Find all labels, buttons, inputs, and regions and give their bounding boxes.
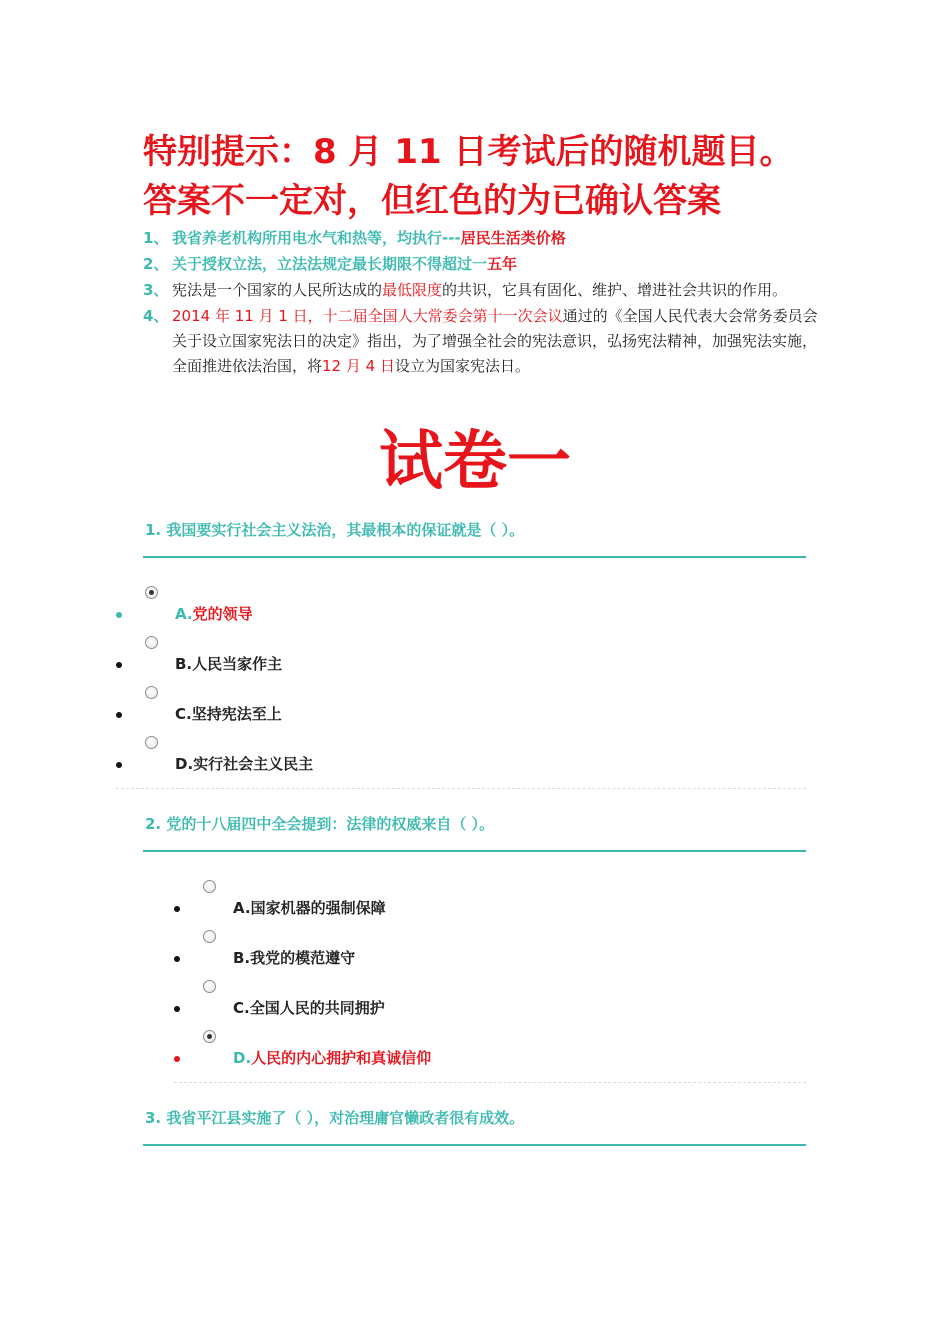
radio-selected-icon[interactable] xyxy=(203,1030,216,1043)
tip-text: 关于授权立法，立法法规定最长期限不得超过一 xyxy=(172,255,488,273)
question-title xyxy=(145,813,494,835)
tip-number: 1、 xyxy=(143,229,169,247)
bullet-icon xyxy=(174,906,180,912)
option-label: D.实行社会主义民主 xyxy=(175,755,314,773)
question-divider xyxy=(143,850,806,852)
bullet-icon xyxy=(116,762,122,768)
question-separator xyxy=(174,1082,806,1083)
question-separator xyxy=(116,788,806,789)
question-number: 1. xyxy=(145,521,162,539)
paper-title: 试卷一 xyxy=(379,424,571,499)
option-label: D.人民的内心拥护和真诚信仰 xyxy=(233,1049,432,1067)
radio-icon[interactable] xyxy=(145,736,158,749)
radio-icon[interactable] xyxy=(145,636,158,649)
tip-text: 通过的《全国人民代表大会常务委员会关于设立国家宪法日的决定》指出，为了增强全社会的宪法意识，弘扬宪法精神，加强宪法实施，全面推进依法治国，将 xyxy=(172,307,818,375)
tip-answer: 12 月 4 日 xyxy=(322,357,395,375)
radio-icon[interactable] xyxy=(145,686,158,699)
tip-item xyxy=(143,226,823,251)
tip-item xyxy=(143,304,823,379)
radio-selected-icon[interactable] xyxy=(145,586,158,599)
bullet-icon xyxy=(174,1006,180,1012)
tip-answer: 五年 xyxy=(487,255,518,273)
option-label: B.人民当家作主 xyxy=(175,655,283,673)
tip-item xyxy=(143,252,823,277)
question-number: 2. xyxy=(145,815,162,833)
bullet-icon xyxy=(116,662,122,668)
question-divider xyxy=(143,556,806,558)
question-number: 3. xyxy=(145,1109,162,1127)
tip-text: 设立为国家宪法日。 xyxy=(394,357,530,375)
option-label: C.坚持宪法至上 xyxy=(175,705,282,723)
tip-answer: 最低限度 xyxy=(382,281,443,299)
bullet-icon xyxy=(116,712,122,718)
bullet-icon xyxy=(116,612,122,618)
tip-number: 3、 xyxy=(143,281,169,299)
option-label: A.党的领导 xyxy=(175,605,253,623)
tip-text: 宪法是一个国家的人民所达成的 xyxy=(172,281,383,299)
tip-answer: 2014 年 11 月 1 日，十二届全国人大常委会第十一次会议 xyxy=(172,307,563,325)
question-divider xyxy=(143,1144,806,1146)
radio-icon[interactable] xyxy=(203,930,216,943)
question-text: 我省平江县实施了（ ），对治理庸官懒政者很有成效。 xyxy=(166,1109,525,1127)
question-title xyxy=(145,519,524,541)
radio-icon[interactable] xyxy=(203,980,216,993)
question-text: 党的十八届四中全会提到：法律的权威来自（ ）。 xyxy=(166,815,495,833)
option-label: A.国家机器的强制保障 xyxy=(233,899,386,917)
question-title xyxy=(145,1107,524,1129)
tip-number: 2、 xyxy=(143,255,169,273)
tip-number: 4、 xyxy=(143,307,169,325)
tip-text: 的共识，它具有固化、维护、增进社会共识的作用。 xyxy=(442,281,788,299)
radio-icon[interactable] xyxy=(203,880,216,893)
bullet-icon xyxy=(174,1056,180,1062)
option-label: B.我党的模范遵守 xyxy=(233,949,356,967)
page-title: 特别提示：8 月 11 日考试后的随机题目。答案不一定对，但红色的为已确认答案 xyxy=(143,132,794,221)
tips-list xyxy=(143,226,823,380)
tip-answer: 居民生活类价格 xyxy=(460,229,566,247)
tip-item xyxy=(143,278,823,303)
tip-text: 我省养老机构所用电水气和热等，均执行--- xyxy=(172,229,461,247)
question-text: 我国要实行社会主义法治，其最根本的保证就是（ ）。 xyxy=(166,521,525,539)
option-label: C.全国人民的共同拥护 xyxy=(233,999,385,1017)
bullet-icon xyxy=(174,956,180,962)
